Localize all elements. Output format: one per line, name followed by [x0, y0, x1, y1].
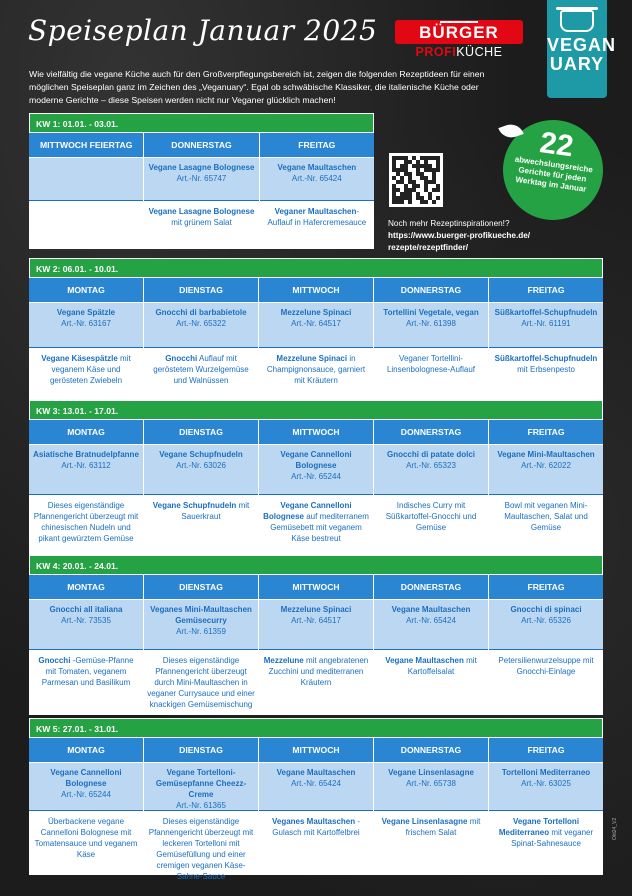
day-header: FREITAG	[489, 278, 603, 303]
product-cell	[29, 600, 143, 650]
dish-highlight: Gnocchi	[38, 656, 71, 665]
week-block	[29, 400, 603, 555]
day-header: DIENSTAG	[144, 420, 258, 445]
qr-code[interactable]	[389, 153, 443, 207]
dish-text: Bowl mit veganen Mini-Maultaschen, Salat und Gemüse	[504, 501, 588, 532]
dish-cell	[29, 495, 143, 555]
brand-top: BÜRGER	[395, 20, 523, 44]
dish-text: mit Kartoffelsalat	[407, 656, 477, 676]
dish-cell	[374, 811, 488, 875]
more-recipes	[388, 218, 530, 254]
brand-profi: PROFI	[415, 45, 457, 59]
article-number: Art.-Nr. 61365	[176, 801, 226, 810]
day-header: MITTWOCH	[259, 738, 373, 763]
day-header: DONNERSTAG	[374, 278, 488, 303]
article-number: Art.-Nr. 61191	[521, 319, 571, 328]
article-number: Art.-Nr. 65326	[521, 616, 571, 625]
dish-highlight: Vegane Schupfnudeln	[152, 501, 237, 510]
product-cell	[489, 600, 603, 650]
dish-cell	[29, 811, 143, 875]
dish-cell	[259, 495, 373, 555]
dish-text: Dieses eigenständige Pfannengericht überzeugt mit leckeren Tortelloni mit Gemüsefüllung und einer cremigen veganen Käse-Sahne-Sauce	[148, 817, 254, 881]
week-block-kw1	[29, 113, 374, 249]
product-cell	[259, 445, 373, 495]
product-name: Vegane Maultaschen	[277, 163, 357, 172]
article-number: Art.-Nr. 63025	[521, 779, 571, 788]
article-number: Art.-Nr. 64517	[291, 319, 341, 328]
day-column	[29, 575, 143, 715]
product-name: Vegane Tortelloni-Gemüsepfanne Cheezz-Creme	[155, 768, 247, 799]
product-name: Vegane Maultaschen	[391, 605, 471, 614]
product-cell	[144, 158, 258, 201]
article-number: Art.-Nr. 64517	[291, 616, 341, 625]
page-title: Speiseplan Januar 2025	[28, 14, 378, 47]
day-column	[29, 420, 143, 555]
dish-text: mit grünem Salat	[171, 218, 232, 227]
dish-text: in Champignonsauce, garniert mit Kräutern	[266, 354, 366, 385]
day-header: DONNERSTAG	[374, 738, 488, 763]
day-header: MONTAG	[29, 575, 143, 600]
buerger-logo	[395, 20, 523, 59]
week-label: KW 2: 06.01. - 10.01.	[29, 258, 603, 278]
day-header: MITTWOCH	[259, 575, 373, 600]
product-cell	[259, 600, 373, 650]
product-cell	[259, 763, 373, 811]
article-number: Art.-Nr. 63026	[176, 461, 226, 470]
more-heading: Noch mehr Rezeptinspirationen!?	[388, 219, 510, 228]
dish-text: auf mediterranem Gemüsebett mit veganem Käse bestreut	[270, 512, 369, 543]
day-column	[258, 575, 373, 715]
product-cell	[374, 445, 488, 495]
product-name: Mezzelune Spinaci	[280, 605, 352, 614]
product-cell	[374, 763, 488, 811]
veganuary-line2: UARY	[549, 54, 605, 74]
day-header: MITTWOCH FEIERTAG	[29, 133, 143, 158]
qr-pattern	[392, 156, 440, 204]
pot-icon	[560, 10, 594, 32]
brand-kueche: KÜCHE	[456, 45, 503, 59]
dish-highlight: Vegane Maultaschen	[385, 656, 464, 665]
day-column	[259, 133, 374, 249]
product-cell	[29, 445, 143, 495]
dish-highlight: Vegane Tortelloni Mediterraneo	[498, 817, 580, 837]
product-name: Gnocchi di barbabietole	[155, 308, 247, 317]
veganuary-logo	[547, 0, 617, 98]
day-header: DONNERSTAG	[144, 133, 258, 158]
day-header: DIENSTAG	[144, 575, 258, 600]
article-number: Art.-Nr. 65424	[291, 779, 341, 788]
day-header: DONNERSTAG	[374, 575, 488, 600]
day-column	[488, 738, 603, 875]
dish-text: mit frischem Salat	[405, 817, 481, 837]
product-cell	[374, 600, 488, 650]
day-column	[29, 738, 143, 875]
dish-text: Auflauf mit geröstetem Wurzelgemüse und Walnüssen	[153, 354, 249, 385]
intro-text: Wie vielfältig die vegane Küche auch für den Großverpflegungsbereich ist, zeigen die folgenden Rezeptideen für einen möglichen Speiseplan ganz im Zeichen des „Veganuary“. Egal ob schwäbische Klassiker, die italienische Küche oder moderne Gerichte – diese Speisen werden nicht nur Veganer glücklich machen!	[29, 69, 485, 105]
dish-cell	[259, 650, 373, 715]
product-cell	[29, 303, 143, 348]
product-cell	[260, 158, 374, 201]
dish-text: mit veganer Spinat-Sahnesauce	[511, 828, 594, 848]
dish-cell	[374, 650, 488, 715]
day-header: DONNERSTAG	[374, 420, 488, 445]
day-header: MONTAG	[29, 738, 143, 763]
product-cell	[29, 763, 143, 811]
recipe-link[interactable]: https://www.buerger-profikueche.de/	[388, 231, 531, 240]
dish-text: mit Sauerkraut	[181, 501, 250, 521]
dish-text: mit angebratenen Zucchini und mediterranen Kräutern	[268, 656, 369, 687]
day-column	[488, 575, 603, 715]
recipe-link-2[interactable]: rezepte/rezeptfinder/	[388, 243, 469, 252]
day-column	[29, 278, 143, 402]
week-grid	[29, 575, 603, 715]
product-cell	[489, 445, 603, 495]
article-number: Art.-Nr. 65322	[176, 319, 226, 328]
dish-highlight: Vegane Linsenlasagne	[381, 817, 468, 826]
dish-highlight: Vegane Käsespätzle	[41, 354, 118, 363]
dish-text: Dieses eigenständige Pfannengericht überzeugt durch Mini-Maultaschen in veganer Currysauce und einer knackigen Gemüsemischung	[147, 656, 255, 709]
article-number: Art.-Nr. 61398	[406, 319, 456, 328]
product-name: Vegane Spätzle	[56, 308, 116, 317]
day-column	[143, 575, 258, 715]
article-number: Art.-Nr. 62022	[521, 461, 571, 470]
dish-cell	[374, 348, 488, 402]
day-header: FREITAG	[489, 738, 603, 763]
product-name: Tortellini Vegetale, vegan	[383, 308, 479, 317]
product-cell	[489, 763, 603, 811]
dish-text: -Auflauf in Hafercremesauce	[267, 207, 367, 227]
dish-cell	[144, 348, 258, 402]
week-grid	[29, 420, 603, 555]
product-cell	[144, 303, 258, 348]
week-block	[29, 258, 603, 402]
day-header: MONTAG	[29, 278, 143, 303]
dish-text: mit veganem Käse und gerösteten Zwiebeln	[49, 354, 131, 385]
side-note: Okt24_V2	[612, 817, 618, 840]
week-grid	[29, 278, 603, 402]
product-name: Vegane Mini-Maultaschen	[497, 450, 595, 459]
day-column	[258, 420, 373, 555]
day-header: FREITAG	[260, 133, 374, 158]
dish-text: -Gemüse-Pfanne mit Tomaten, veganem Parmesan und Basilikum	[41, 656, 134, 687]
week-grid	[29, 133, 374, 249]
dish-cell	[489, 811, 603, 875]
product-name: Mezzelune Spinaci	[280, 308, 352, 317]
dish-text: Dieses eigenständige Pfannengericht überzeugt mit chinesischen Nudeln und pikant gewürztem Gemüse	[33, 501, 139, 543]
dish-highlight: Vegane Lasagne Bolognese	[148, 207, 255, 216]
day-column	[488, 420, 603, 555]
week-label: KW 1: 01.01. - 03.01.	[29, 113, 374, 133]
dish-cell	[259, 348, 373, 402]
day-header: MONTAG	[29, 420, 143, 445]
day-column	[29, 133, 143, 249]
dish-cell	[260, 201, 374, 249]
dish-cell	[144, 201, 258, 249]
week-block	[29, 718, 603, 881]
product-name: Süßkartoffel-Schupfnudeln	[494, 308, 598, 317]
day-header: DIENSTAG	[144, 738, 258, 763]
dish-highlight: Veganer Maultaschen	[274, 207, 357, 216]
product-name: Veganes Mini-Maultaschen Gemüsecurry	[150, 605, 252, 625]
product-name: Vegane Maultaschen	[276, 768, 356, 777]
dish-text: Petersilienwurzelsuppe mit Gnocchi-Einlage	[498, 656, 594, 676]
day-column	[373, 278, 488, 402]
dish-text: -Gulasch mit Kartoffelbrei	[272, 817, 361, 837]
article-number: Art.-Nr. 65323	[406, 461, 456, 470]
article-number: Art.-Nr. 63167	[61, 319, 111, 328]
dish-cell	[29, 650, 143, 715]
dish-cell	[144, 811, 258, 881]
day-header: FREITAG	[489, 420, 603, 445]
dish-cell	[29, 348, 143, 402]
product-cell	[489, 303, 603, 348]
dish-highlight: Mezzelune Spinaci	[276, 354, 348, 363]
dish-highlight: Gnocchi	[165, 354, 198, 363]
product-cell	[144, 763, 258, 811]
day-column	[488, 278, 603, 402]
day-column	[143, 278, 258, 402]
product-name: Gnocchi di spinaci	[510, 605, 582, 614]
day-column	[143, 420, 258, 555]
badge-text: abwechslungsreiche Gerichte für jeden Werktag im Januar	[514, 154, 594, 194]
product-cell	[144, 445, 258, 495]
product-name: Asiatische Bratnudelpfanne	[33, 450, 139, 459]
dish-highlight: Mezzelune	[263, 656, 304, 665]
day-column	[373, 575, 488, 715]
badge-number: 22	[537, 126, 576, 164]
product-name: Vegane Linsenlasagne	[388, 768, 474, 777]
dish-cell	[29, 201, 143, 249]
week-label: KW 3: 13.01. - 17.01.	[29, 400, 603, 420]
product-name: Vegane Lasagne Bolognese	[148, 163, 255, 172]
article-number: Art.-Nr. 63112	[61, 461, 111, 470]
day-header: MITTWOCH	[259, 420, 373, 445]
dish-cell	[489, 348, 603, 402]
product-cell	[374, 303, 488, 348]
dish-cell	[259, 811, 373, 875]
article-number: Art.-Nr. 65424	[291, 174, 342, 183]
product-name: Gnocchi di patate dolci	[386, 450, 475, 459]
product-name: Gnocchi all italiana	[49, 605, 123, 614]
day-column	[373, 738, 488, 875]
brand-bottom	[395, 45, 523, 59]
dish-text: Überbackene vegane Cannelloni Bolognese mit Tomatensauce und veganem Käse	[34, 817, 138, 859]
day-column	[143, 133, 258, 249]
article-number: Art.-Nr. 61359	[176, 627, 226, 636]
product-name: Tortelloni Mediterraneo	[501, 768, 591, 777]
dish-highlight: Süßkartoffel-Schupfnudeln	[494, 354, 598, 363]
week-label: KW 4: 20.01. - 24.01.	[29, 555, 603, 575]
product-cell	[144, 600, 258, 650]
dish-cell	[489, 650, 603, 715]
article-number: Art.-Nr. 65244	[291, 472, 341, 481]
article-number: Art.-Nr. 65738	[406, 779, 456, 788]
dish-cell	[374, 495, 488, 555]
article-number: Art.-Nr. 65424	[406, 616, 456, 625]
dish-cell	[489, 495, 603, 555]
day-header: MITTWOCH	[259, 278, 373, 303]
dish-text: Indisches Curry mit Süßkartoffel-Gnocchi und Gemüse	[385, 501, 477, 532]
dish-cell	[144, 495, 258, 555]
article-number: Art.-Nr. 65244	[61, 790, 111, 799]
product-name: Vegane Cannelloni Bolognese	[50, 768, 122, 788]
day-header: FREITAG	[489, 575, 603, 600]
veganuary-line1: VEGAN	[547, 35, 617, 55]
day-column	[373, 420, 488, 555]
dish-text: mit Erbsenpesto	[517, 365, 575, 374]
product-name: Vegane Schupfnudeln	[159, 450, 243, 459]
week-label: KW 5: 27.01. - 31.01.	[29, 718, 603, 738]
dish-highlight: Vegane Cannelloni Bolognese	[263, 501, 352, 521]
day-header: DIENSTAG	[144, 278, 258, 303]
week-block	[29, 555, 603, 715]
day-column	[258, 278, 373, 402]
day-column	[258, 738, 373, 875]
day-column	[143, 738, 258, 881]
product-cell	[259, 303, 373, 348]
product-name: Vegane Cannelloni Bolognese	[280, 450, 352, 470]
article-number: Art.-Nr. 65747	[176, 174, 227, 183]
dish-cell	[144, 650, 258, 715]
product-cell	[29, 158, 143, 201]
dish-highlight: Veganes Maultaschen	[271, 817, 356, 826]
dish-text: Veganer Tortellini-Linsenbolognese-Auflauf	[386, 354, 476, 374]
article-number: Art.-Nr. 73535	[61, 616, 111, 625]
week-grid	[29, 738, 603, 881]
